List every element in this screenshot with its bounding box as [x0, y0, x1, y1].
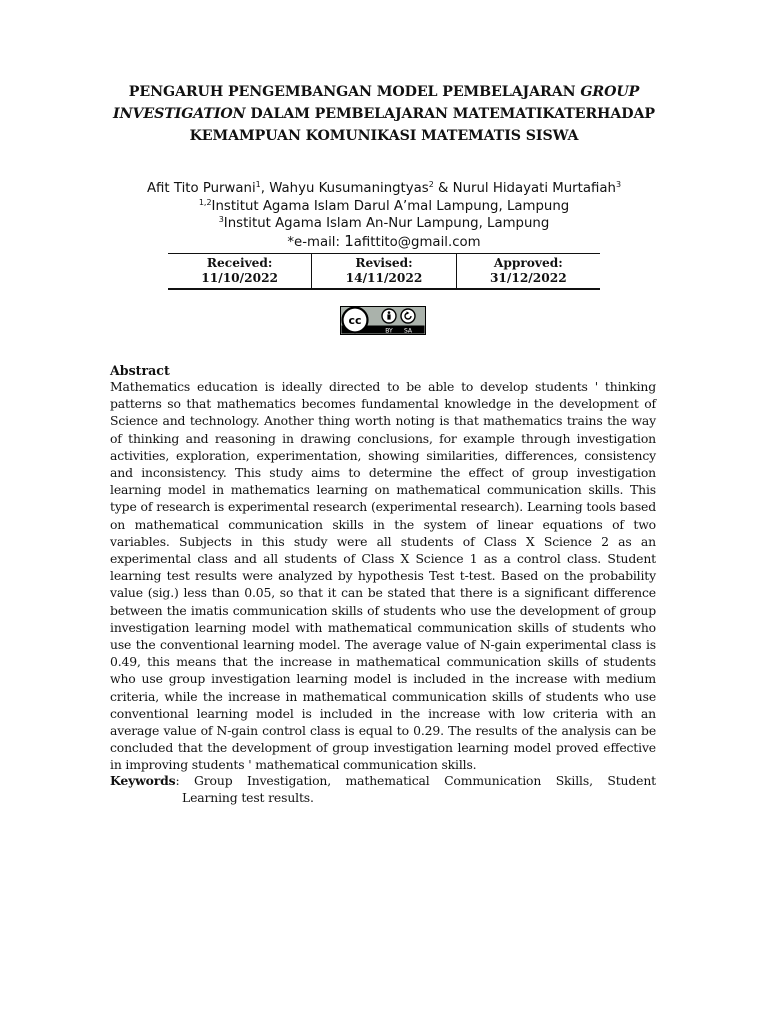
- cc-by-sa-icon[interactable]: [340, 306, 426, 335]
- approved-date: 31/12/2022: [489, 270, 567, 285]
- email-link[interactable]: afittito@gmail.com: [353, 234, 481, 250]
- cc-sa-label: SA: [403, 327, 413, 335]
- affiliation-1: [110, 198, 658, 216]
- revised-cell: [311, 254, 455, 288]
- author-1: Afit Tito Purwani: [146, 181, 256, 196]
- received-date: 11/10/2022: [201, 270, 279, 285]
- abstract-body: Mathematics education is ideally directed to be able to develop students ' thinking patterns so that mathematics becomes fundamental knowledge in the development of Science and technology. Another thing worth noting is that mathematics trains the way of thinking and reasoning in drawing conclusions, for example through investigation activities, exploration, experimentation, showing similarities, differences, consistency and inconsistency. This study aims to determine the effect of group investigation learning model in mathematics learning on mathematical communication skills. This type of research is experimental research (experimental research). Learning tools based on mathematical communication skills in the system of linear equations of two variables. Subjects in this study were all students of Class X Science 2 as an experimental class and all students of Class X Science 1 as a control class. Student learning test results were analyzed by hypothesis Test t-test. Based on the probability value (sig.) less than 0.05, so that it can be stated that there is a significant difference between the imatis communication skills of students who use the development of group investigation learning model with mathematical communication skills of students who use the conventional learning model. The average value of N-gain experimental class is 0.49, this means that the increase in mathematical communication skills of students who use group investigation learning model is included in the increase with medium criteria, while the increase in mathematical communication skills of students who use conventional learning model is included in the increase with low criteria with an average value of N-gain control class is equal to 0.29. The results of the analysis can be concluded that the development of group investigation learning model proved effective in improving students ' mathematical communication skills.: [110, 379, 656, 773]
- received-cell: [168, 254, 311, 288]
- keywords-line: [110, 772, 656, 789]
- abstract-heading: Abstract: [110, 363, 170, 378]
- affiliation-2-text: Institut Agama Islam An-Nur Lampung, Lampung: [223, 216, 550, 231]
- affiliation-2-sup: 3: [218, 215, 224, 224]
- affiliation-1-text: Institut Agama Islam Darul A’mal Lampung, Lampung: [211, 198, 570, 214]
- email-label: *e-mail:: [287, 234, 345, 250]
- author-sep-1: ,: [260, 181, 270, 196]
- revised-date: 14/11/2022: [345, 270, 423, 285]
- title-italic: GROUP INVESTIGATION: [113, 84, 640, 122]
- email-num: 1: [344, 231, 354, 250]
- author-2: Wahyu Kusumaningtyas: [269, 181, 429, 196]
- revised-label: Revised:: [355, 256, 413, 270]
- approved-cell: [456, 254, 600, 288]
- keywords-label: Keywords: [110, 773, 176, 788]
- affiliation-2: [110, 215, 658, 233]
- keywords-text: : Group Investigation, mathematical Communication Skills, Student: [175, 773, 656, 788]
- dates-table: [168, 253, 600, 290]
- author-line: [110, 180, 658, 198]
- author-1-sup: 1: [255, 180, 261, 189]
- author-3-sup: 3: [615, 180, 622, 189]
- author-block: [110, 180, 658, 251]
- email-line: [110, 233, 658, 252]
- title-part2: DALAM PEMBELAJARAN MATEMATIKATERHADAP KEMAMPUAN KOMUNIKASI MATEMATIS SISWA: [189, 106, 655, 144]
- keywords-continuation: Learning test results.: [182, 790, 314, 805]
- author-sep-2: &: [433, 181, 453, 196]
- paper-title: [110, 81, 658, 147]
- approved-label: Approved:: [493, 256, 563, 270]
- affiliation-1-sup: 1,2: [198, 197, 212, 207]
- cc-by-label: BY: [385, 327, 393, 335]
- author-3: Nurul Hidayati Murtafiah: [452, 181, 616, 196]
- title-part1: PENGARUH PENGEMBANGAN MODEL PEMBELAJARAN: [128, 84, 576, 100]
- svg-text:cc: cc: [348, 314, 362, 328]
- author-2-sup: 2: [428, 180, 434, 189]
- received-label: Received:: [206, 256, 273, 270]
